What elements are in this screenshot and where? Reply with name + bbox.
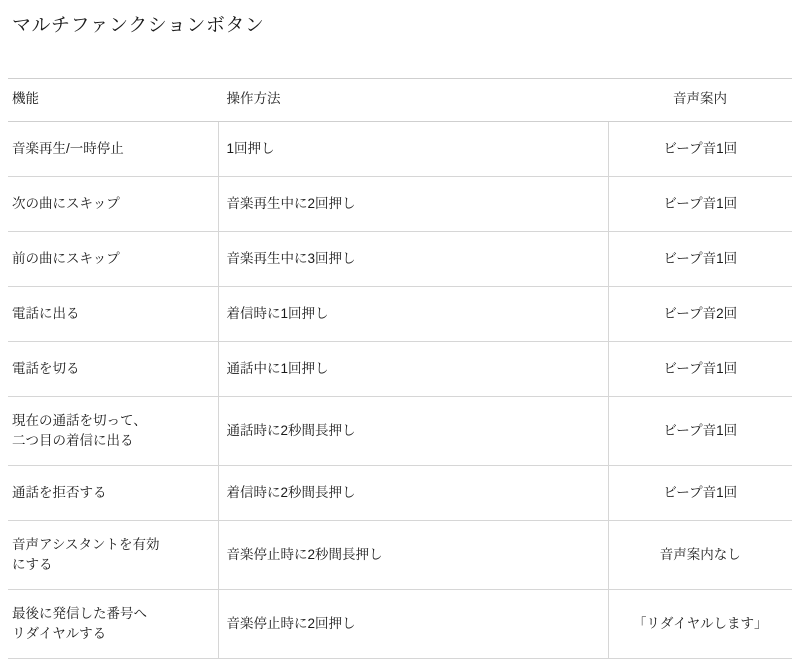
cell-operation xyxy=(218,397,608,466)
cell-voice-guide-line: ビープ音1回 xyxy=(663,251,738,266)
cell-operation xyxy=(218,342,608,397)
cell-voice-guide xyxy=(608,232,792,287)
cell-voice-guide xyxy=(608,342,792,397)
table-row xyxy=(8,232,792,287)
cell-function-line: 音楽再生/一時停止 xyxy=(12,141,124,156)
cell-operation-line: 音楽停止時に2秒間長押し xyxy=(226,547,383,562)
cell-function-line: にする xyxy=(12,557,53,572)
table-row xyxy=(8,521,792,590)
table-row xyxy=(8,466,792,521)
cell-voice-guide xyxy=(608,177,792,232)
cell-function xyxy=(8,590,218,659)
table-row xyxy=(8,397,792,466)
cell-function xyxy=(8,232,218,287)
cell-function-line: 電話を切る xyxy=(12,361,80,376)
cell-operation-line: 音楽再生中に3回押し xyxy=(226,251,356,266)
cell-function-line: 最後に発信した番号へ xyxy=(12,606,147,621)
cell-function xyxy=(8,521,218,590)
cell-voice-guide xyxy=(608,466,792,521)
table-header xyxy=(8,79,792,122)
cell-operation-line: 音楽停止時に2回押し xyxy=(226,616,356,631)
cell-operation-line: 通話中に1回押し xyxy=(226,361,329,376)
cell-function-line: 通話を拒否する xyxy=(12,485,107,500)
cell-function-line: 前の曲にスキップ xyxy=(12,251,120,266)
cell-function-line: 音声アシスタントを有効 xyxy=(12,537,160,552)
table-row xyxy=(8,590,792,659)
cell-operation xyxy=(218,521,608,590)
cell-operation xyxy=(218,590,608,659)
cell-function xyxy=(8,177,218,232)
cell-function-line: リダイヤルする xyxy=(12,626,107,641)
cell-voice-guide xyxy=(608,122,792,177)
cell-voice-guide-line: ビープ音1回 xyxy=(663,361,738,376)
cell-operation-line: 着信時に1回押し xyxy=(226,306,329,321)
page-title: マルチファンクションボタン xyxy=(12,15,265,36)
document-page xyxy=(0,12,800,641)
cell-function xyxy=(8,342,218,397)
cell-voice-guide-line: ビープ音1回 xyxy=(663,485,738,500)
table-row xyxy=(8,122,792,177)
multifunction-button-table xyxy=(8,78,792,659)
cell-voice-guide xyxy=(608,287,792,342)
cell-operation-line: 通話時に2秒間長押し xyxy=(226,423,356,438)
cell-function xyxy=(8,466,218,521)
cell-voice-guide xyxy=(608,397,792,466)
cell-function-line: 次の曲にスキップ xyxy=(12,196,120,211)
cell-voice-guide-line: ビープ音1回 xyxy=(663,423,738,438)
cell-function xyxy=(8,397,218,466)
cell-operation xyxy=(218,122,608,177)
cell-function xyxy=(8,122,218,177)
cell-operation xyxy=(218,232,608,287)
cell-operation xyxy=(218,287,608,342)
column-header-operation: 操作方法 xyxy=(218,79,608,122)
table-row xyxy=(8,177,792,232)
column-header-voice-guide: 音声案内 xyxy=(608,79,792,122)
cell-operation-line: 着信時に2秒間長押し xyxy=(226,485,356,500)
cell-voice-guide-line: ビープ音1回 xyxy=(663,141,738,156)
cell-function-line: 二つ目の着信に出る xyxy=(12,433,134,448)
cell-operation-line: 1回押し xyxy=(226,141,275,156)
table-body xyxy=(8,122,792,659)
cell-operation-line: 音楽再生中に2回押し xyxy=(226,196,356,211)
cell-voice-guide-line: 「リダイヤルします」 xyxy=(632,616,768,631)
cell-voice-guide-line: ビープ音2回 xyxy=(663,306,738,321)
cell-voice-guide xyxy=(608,590,792,659)
table-row xyxy=(8,342,792,397)
cell-operation xyxy=(218,466,608,521)
table-header-row xyxy=(8,79,792,122)
cell-function xyxy=(8,287,218,342)
cell-voice-guide-line: 音声案内なし xyxy=(659,547,741,562)
table-row xyxy=(8,287,792,342)
cell-function-line: 現在の通話を切って、 xyxy=(12,413,147,428)
cell-function-line: 電話に出る xyxy=(12,306,80,321)
cell-voice-guide xyxy=(608,521,792,590)
cell-voice-guide-line: ビープ音1回 xyxy=(663,196,738,211)
column-header-function: 機能 xyxy=(8,79,218,122)
cell-operation xyxy=(218,177,608,232)
